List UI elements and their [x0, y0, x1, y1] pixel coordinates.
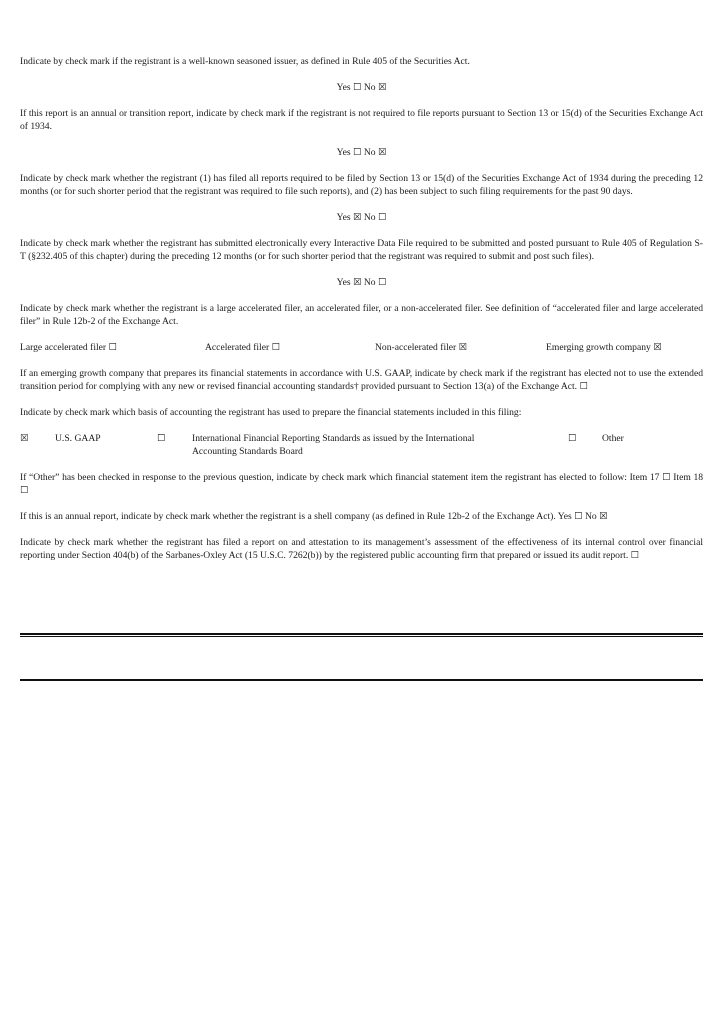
filed-reports-answer	[20, 211, 703, 224]
cover-page-questions	[20, 55, 703, 575]
other-label: Other	[602, 433, 624, 444]
filer-option-emerging-growth	[546, 341, 662, 354]
basis-options	[20, 432, 703, 458]
wksi-answer	[20, 81, 703, 94]
interactive-data-answer	[20, 276, 703, 289]
item17-checkbox[interactable]: ☐	[662, 472, 671, 483]
other-checkbox[interactable]: ☐	[568, 433, 577, 444]
interactive-data-no-label: No	[363, 277, 376, 288]
filer-option-label: Non-accelerated filer	[375, 342, 457, 353]
filer-option-label: Emerging growth company	[546, 342, 651, 353]
filer-option-label: Accelerated filer	[205, 342, 270, 353]
interactive-data-yes-label: Yes	[336, 277, 351, 288]
egc-transition-question	[20, 367, 703, 393]
not-required-yes-label: Yes	[336, 147, 351, 158]
wksi-question	[20, 55, 703, 68]
wksi-question-text: Indicate by check mark if the registrant is a well-known seasoned issuer, as defined in Rule 405 of the Securities Act.	[20, 56, 470, 67]
filed-reports-yes-label: Yes	[336, 212, 351, 223]
icfr-question-text: Indicate by check mark whether the registrant has filed a report on and attestation to its management’s assessment of the effectiveness of its internal control over financial reporting under Section 404(b) of the Sarbanes-Oxley Act (15 U.S.C. 7262(b)) by the registered public accounting firm that prepared or issued its audit report.	[20, 537, 703, 561]
filer-option-large-accelerated	[20, 341, 117, 354]
basis-question-text: Indicate by check mark which basis of accounting the registrant has used to prepare the financial statements included in this filing:	[20, 407, 522, 418]
not-required-yes-checkbox[interactable]: ☐	[353, 147, 362, 158]
filer-type-options	[20, 341, 703, 354]
interactive-data-question	[20, 237, 703, 263]
filed-reports-question	[20, 172, 703, 198]
shell-no-checkbox[interactable]: ☒	[599, 511, 608, 522]
gaap-checkbox[interactable]: ☒	[20, 433, 29, 444]
filer-option-accelerated	[205, 341, 280, 354]
wksi-yes-checkbox[interactable]: ☐	[353, 82, 362, 93]
not-required-question-text: If this report is an annual or transition report, indicate by check mark if the registrant is not required to file reports pursuant to Section 13 or 15(d) of the Securities Exchange Act of 1934.	[20, 108, 703, 132]
wksi-no-label: No	[363, 82, 376, 93]
icfr-question	[20, 536, 703, 562]
single-rule-divider	[20, 679, 703, 681]
ifrs-label: International Financial Reporting Standards as issued by the International Accounting Standards Board	[192, 433, 475, 457]
filed-reports-question-text: Indicate by check mark whether the registrant (1) has filed all reports required to be filed by Section 13 or 15(d) of the Securities Exchange Act of 1934 during the preceding 12 months (or for such shorter period that the registrant was required to file such reports), and (2) has been subject to such filing requirements for the past 90 days.	[20, 173, 703, 197]
double-rule-divider	[20, 633, 703, 637]
egc-transition-question-text: If an emerging growth company that prepares its financial statements in accordance with U.S. GAAP, indicate by check mark if the registrant has elected not to use the extended transition period for complying with any new or revised financial accounting standards† provided pursuant to Section 13(a) of the Exchange Act.	[20, 368, 703, 392]
emerging-growth-checkbox[interactable]: ☒	[653, 342, 662, 353]
shell-no-label: No	[584, 511, 597, 522]
shell-company-question	[20, 510, 703, 523]
large-accelerated-checkbox[interactable]: ☐	[108, 342, 117, 353]
other-item-question-text: If “Other” has been checked in response to the previous question, indicate by check mark which financial statement item the registrant has elected to follow:	[20, 472, 627, 483]
interactive-data-yes-checkbox[interactable]: ☒	[353, 277, 362, 288]
item17-label: Item 17	[629, 472, 660, 483]
filer-type-question-text: Indicate by check mark whether the registrant is a large accelerated filer, an accelerated filer, or a non-accelerated filer. See definition of “accelerated filer and large accelerated filer” in Rule 12b-2 of the Exchange Act.	[20, 303, 703, 327]
filed-reports-no-label: No	[363, 212, 376, 223]
not-required-question	[20, 107, 703, 133]
filer-type-question	[20, 302, 703, 328]
shell-company-question-text: If this is an annual report, indicate by check mark whether the registrant is a shell company (as defined in Rule 12b-2 of the Exchange Act).	[20, 511, 556, 522]
interactive-data-question-text: Indicate by check mark whether the registrant has submitted electronically every Interactive Data File required to be submitted and posted pursuant to Rule 405 of Regulation S-T (§232.405 of this chapter) during the preceding 12 months (or for such shorter period that the registrant was required to submit and post such files).	[20, 238, 703, 262]
accelerated-checkbox[interactable]: ☐	[271, 342, 280, 353]
item18-checkbox[interactable]: ☐	[20, 485, 29, 496]
filed-reports-no-checkbox[interactable]: ☐	[377, 212, 387, 223]
item18-label: Item 18	[673, 472, 704, 483]
shell-yes-label: Yes	[557, 511, 572, 522]
egc-transition-checkbox[interactable]: ☐	[579, 381, 588, 392]
interactive-data-no-checkbox[interactable]: ☐	[377, 277, 387, 288]
wksi-yes-label: Yes	[336, 82, 351, 93]
filed-reports-yes-checkbox[interactable]: ☒	[353, 212, 362, 223]
ifrs-checkbox[interactable]: ☐	[157, 433, 166, 444]
not-required-answer	[20, 146, 703, 159]
icfr-checkbox[interactable]: ☐	[630, 550, 640, 561]
gaap-label: U.S. GAAP	[55, 433, 101, 444]
filer-option-non-accelerated	[375, 341, 467, 354]
other-item-question	[20, 471, 703, 497]
shell-yes-checkbox[interactable]: ☐	[574, 511, 583, 522]
wksi-no-checkbox[interactable]: ☒	[377, 82, 387, 93]
not-required-no-checkbox[interactable]: ☒	[377, 147, 387, 158]
not-required-no-label: No	[363, 147, 376, 158]
basis-question	[20, 406, 703, 419]
non-accelerated-checkbox[interactable]: ☒	[458, 342, 468, 353]
filer-option-label: Large accelerated filer	[20, 342, 107, 353]
